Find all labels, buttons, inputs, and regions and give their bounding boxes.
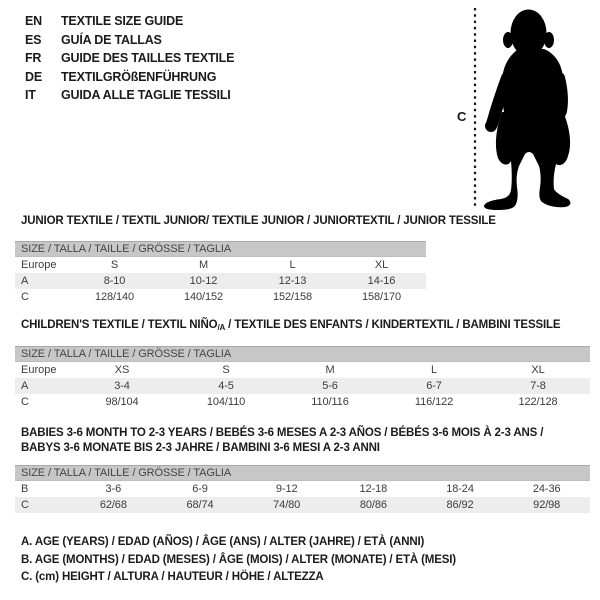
size-cell: L xyxy=(289,259,296,271)
language-row xyxy=(25,86,234,105)
language-code: FR xyxy=(25,51,42,66)
table-row xyxy=(15,497,590,513)
size-cell: M xyxy=(325,364,335,376)
footnote-age-years: A. AGE (YEARS) / EDAD (AÑOS) / ÂGE (ANS) / ALTER (JAHRE) / ETÀ (ANNI) xyxy=(21,536,425,548)
language-code: DE xyxy=(25,69,42,84)
size-cell: 62/68 xyxy=(99,499,127,511)
footnote-legend xyxy=(21,534,456,587)
size-cell: 116/122 xyxy=(414,396,454,408)
language-row xyxy=(25,12,234,31)
size-cell: 68/74 xyxy=(186,499,214,511)
size-header-bar: SIZE / TALLA / TAILLE / GRÖSSE / TAGLIA xyxy=(15,346,590,362)
row-label: Europe xyxy=(21,364,57,376)
table-row xyxy=(15,362,590,378)
table-row xyxy=(15,378,590,394)
size-cell: 5-6 xyxy=(322,380,338,392)
babies-size-table xyxy=(15,465,590,513)
babies-section-title xyxy=(21,426,543,456)
language-title: TEXTILE SIZE GUIDE xyxy=(61,14,184,29)
language-row xyxy=(25,31,234,50)
table-row xyxy=(15,273,426,289)
size-cell: 104/110 xyxy=(206,396,246,408)
size-cell: XL xyxy=(374,259,389,271)
size-cell: 14-16 xyxy=(367,275,396,287)
size-cell: 10-12 xyxy=(189,275,218,287)
baby-height-figure xyxy=(455,0,600,215)
junior-section-title: JUNIOR TEXTILE / TEXTIL JUNIOR/ TEXTILE JUNIOR / JUNIORTEXTIL / JUNIOR TESSILE xyxy=(21,215,496,227)
size-header-bar: SIZE / TALLA / TAILLE / GRÖSSE / TAGLIA xyxy=(15,465,590,481)
size-cell: 6-7 xyxy=(426,380,442,392)
children-title-subscript: /A xyxy=(217,323,226,332)
size-cell: 6-9 xyxy=(192,483,208,495)
size-cell: S xyxy=(222,364,230,376)
size-cell: 3-6 xyxy=(105,483,122,495)
language-title: GUIDE DES TAILLES TEXTILE xyxy=(61,51,235,66)
size-cell: 12-18 xyxy=(359,483,388,495)
children-title-prefix: CHILDREN'S TEXTILE / TEXTIL NIÑO xyxy=(21,319,218,331)
children-title-suffix: / TEXTILE DES ENFANTS / KINDERTEXTIL / BAMBINI TESSILE xyxy=(225,319,561,331)
language-title: TEXTILGRÖßENFÜHRUNG xyxy=(61,69,217,84)
language-row xyxy=(25,49,234,68)
language-code: IT xyxy=(25,88,36,103)
size-cell: 8-10 xyxy=(103,275,126,287)
size-cell: XL xyxy=(531,364,545,376)
size-cell: 18-24 xyxy=(446,483,474,495)
size-cell: 92/98 xyxy=(533,499,561,511)
size-cell: 122/128 xyxy=(518,396,558,408)
height-measure-label: C xyxy=(457,109,467,124)
size-cell: 98/104 xyxy=(105,396,139,408)
size-cell: XS xyxy=(114,364,130,376)
table-row xyxy=(15,481,590,497)
size-cell: 4-5 xyxy=(218,380,234,392)
row-label: A xyxy=(21,275,29,287)
size-cell: 74/80 xyxy=(273,499,301,511)
row-label: C xyxy=(21,396,29,408)
size-cell: 9-12 xyxy=(275,483,298,495)
junior-size-table xyxy=(15,241,426,305)
table-row xyxy=(15,289,426,305)
baby-silhouette-icon xyxy=(484,10,570,211)
language-title: GUIDA ALLE TAGLIE TESSILI xyxy=(61,88,231,103)
row-label: A xyxy=(21,380,29,392)
table-row xyxy=(15,394,590,410)
row-label: Europe xyxy=(21,259,57,271)
language-code: ES xyxy=(25,32,42,47)
footnote-height-cm: C. (cm) HEIGHT / ALTURA / HAUTEUR / HÖHE / ALTEZZA xyxy=(21,571,324,583)
size-cell: 24-36 xyxy=(532,483,561,495)
table-row xyxy=(15,257,426,273)
size-cell: 110/116 xyxy=(311,396,349,408)
size-cell: 158/170 xyxy=(361,291,402,303)
children-size-table xyxy=(15,346,590,410)
row-label: C xyxy=(21,499,29,511)
size-cell: S xyxy=(110,259,119,271)
footnote-age-months: B. AGE (MONTHS) / EDAD (MESES) / ÂGE (MOIS) / ALTER (MONATE) / ETÀ (MESI) xyxy=(21,553,456,566)
size-cell: L xyxy=(430,364,438,376)
size-cell: 12-13 xyxy=(278,275,307,287)
size-cell: 128/140 xyxy=(94,291,135,303)
babies-title-line1: BABIES 3-6 MONTH TO 2-3 YEARS / BEBÉS 3-6 MESES A 2-3 AÑOS / BÉBÉS 3-6 MOIS À 2-3 ANS / xyxy=(21,427,544,439)
row-label: C xyxy=(21,291,29,303)
size-cell: 3-4 xyxy=(114,380,130,392)
language-code: EN xyxy=(25,14,42,29)
size-header-bar: SIZE / TALLA / TAILLE / GRÖSSE / TAGLIA xyxy=(15,241,426,257)
size-cell: M xyxy=(198,259,209,271)
language-row xyxy=(25,68,234,87)
size-cell: 80/86 xyxy=(359,499,387,511)
row-label: B xyxy=(21,483,29,495)
babies-title-line2: BABYS 3-6 MONATE BIS 2-3 JAHRE / BAMBINI 3-6 MESI A 2-3 ANNI xyxy=(21,442,380,454)
language-title-list xyxy=(25,12,234,105)
size-cell: 152/158 xyxy=(272,291,313,303)
language-title: GUÍA DE TALLAS xyxy=(61,32,162,47)
children-section-title xyxy=(21,318,560,335)
size-cell: 86/92 xyxy=(446,499,474,511)
size-cell: 7-8 xyxy=(530,380,546,392)
size-cell: 140/152 xyxy=(183,291,224,303)
